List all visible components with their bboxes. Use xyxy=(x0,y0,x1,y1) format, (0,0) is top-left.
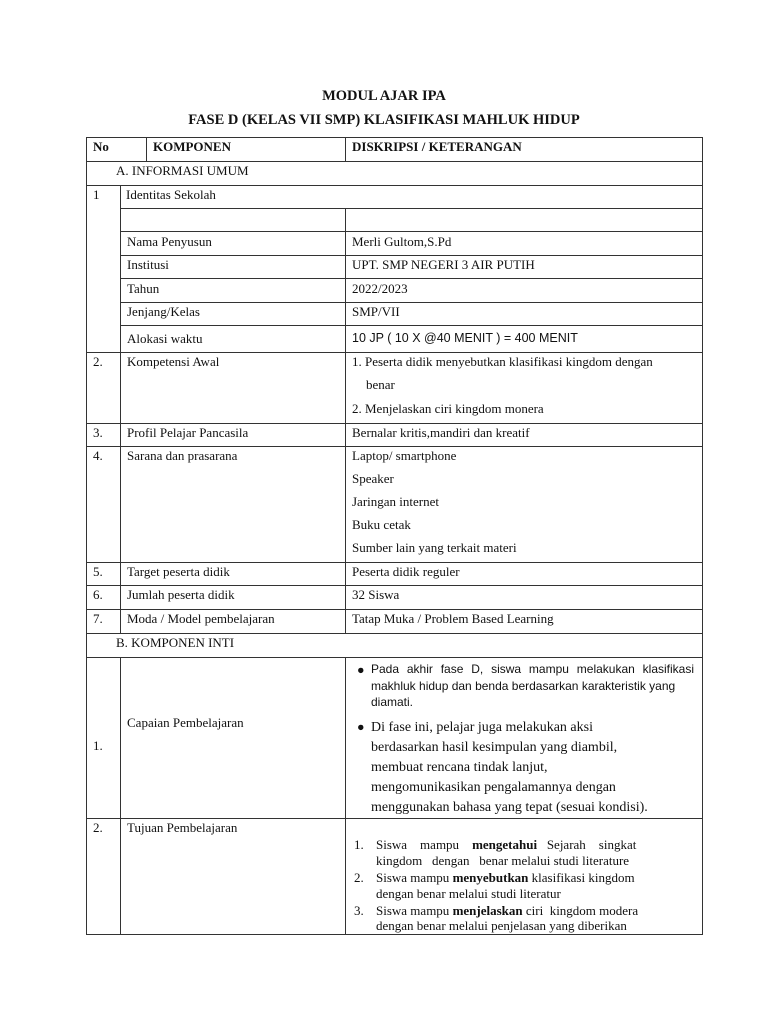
tujuan-line: kingdom dengan benar melalui studi literature xyxy=(376,853,630,868)
target-label: Target peserta didik xyxy=(127,564,230,579)
tujuan-label: Tujuan Pembelajaran xyxy=(127,820,238,835)
row-number: 6. xyxy=(93,587,103,602)
tujuan-line: dengan benar melalui penjelasan yang diberikan xyxy=(376,918,627,933)
row-number: 4. xyxy=(93,448,103,463)
row-number: 7. xyxy=(93,611,103,626)
sarana-label: Sarana dan prasarana xyxy=(127,448,238,463)
tujuan-item xyxy=(376,837,696,853)
tujuan-text: klasifikasi kingdom xyxy=(528,870,635,885)
capaian-line: menggunakan bahasa yang tepat (sesuai kondisi). xyxy=(371,800,648,815)
list-item: Jaringan internet xyxy=(352,494,439,509)
tujuan-text: Sejarah singkat xyxy=(537,837,637,852)
field-label: Nama Penyusun xyxy=(127,234,212,249)
list-item: Buku cetak xyxy=(352,517,411,532)
target-value: Peserta didik reguler xyxy=(352,564,460,579)
tujuan-line: dengan benar melalui studi literatur xyxy=(376,886,561,901)
capaian-label: Capaian Pembelajaran xyxy=(127,715,244,730)
tujuan-number: 2. xyxy=(354,870,364,885)
tujuan-text: ciri kingdom modera xyxy=(522,903,639,918)
bullet-icon: ● xyxy=(357,720,365,734)
list-item: 1. Peserta didik menyebutkan klasifikasi kingdom dengan xyxy=(352,354,653,369)
field-label: Alokasi waktu xyxy=(127,331,203,346)
capaian-line: makhluk hidup dan benda berdasarkan karakteristik yang xyxy=(371,679,676,693)
bullet-icon: ● xyxy=(357,663,365,677)
column-header-no: No xyxy=(93,139,109,154)
capaian-line: diamati. xyxy=(371,695,414,709)
list-item: 2. Menjelaskan ciri kingdom monera xyxy=(352,401,544,416)
column-header-komponen: KOMPONEN xyxy=(153,139,231,154)
profil-label: Profil Pelajar Pancasila xyxy=(127,425,249,440)
moda-label: Moda / Model pembelajaran xyxy=(127,611,275,626)
field-value: UPT. SMP NEGERI 3 AIR PUTIH xyxy=(352,257,535,272)
tujuan-text: Siswa mampu xyxy=(376,837,473,852)
field-value: 2022/2023 xyxy=(352,281,408,296)
tujuan-number: 1. xyxy=(354,837,364,852)
tujuan-keyword: mengetahui xyxy=(472,837,538,852)
field-label: Tahun xyxy=(127,281,160,296)
row-number: 2. xyxy=(93,354,103,369)
row-number: 3. xyxy=(93,425,103,440)
tujuan-keyword: menjelaskan xyxy=(452,903,523,918)
document-subtitle: FASE D (KELAS VII SMP) KLASIFIKASI MAHLUK HIDUP xyxy=(188,112,580,128)
identitas-label: Identitas Sekolah xyxy=(126,187,216,202)
section-b-heading: B. KOMPONEN INTI xyxy=(116,635,235,650)
field-value: 10 JP ( 10 X @40 MENIT ) = 400 MENIT xyxy=(352,331,578,345)
capaian-line: berdasarkan hasil kesimpulan yang diambil, xyxy=(371,740,618,755)
list-item: Speaker xyxy=(352,471,394,486)
tujuan-text: Siswa mampu xyxy=(376,903,453,918)
row-number: 1. xyxy=(93,738,103,753)
column-header-keterangan: DISKRIPSI / KETERANGAN xyxy=(352,139,522,154)
jumlah-label: Jumlah peserta didik xyxy=(127,587,235,602)
capaian-line: Pada akhir fase D, siswa mampu melakukan klasifikasi xyxy=(371,662,694,676)
tujuan-number: 3. xyxy=(354,903,364,918)
tujuan-text: Siswa mampu xyxy=(376,870,453,885)
list-item: Sumber lain yang terkait materi xyxy=(352,540,517,555)
document-title: MODUL AJAR IPA xyxy=(322,88,446,104)
list-item: Laptop/ smartphone xyxy=(352,448,457,463)
field-value: SMP/VII xyxy=(352,304,400,319)
tujuan-keyword: menyebutkan xyxy=(452,870,529,885)
row-number: 5. xyxy=(93,564,103,579)
list-item: benar xyxy=(366,377,395,392)
moda-value: Tatap Muka / Problem Based Learning xyxy=(352,611,554,626)
capaian-line: Di fase ini, pelajar juga melakukan aksi xyxy=(371,720,593,735)
field-label: Jenjang/Kelas xyxy=(127,304,200,319)
tujuan-item xyxy=(376,903,638,919)
profil-value: Bernalar kritis,mandiri dan kreatif xyxy=(352,425,530,440)
capaian-line: membuat rencana tindak lanjut, xyxy=(371,760,548,775)
jumlah-value: 32 Siswa xyxy=(352,587,400,602)
row-number: 1 xyxy=(93,187,100,202)
row-number: 2. xyxy=(93,820,103,835)
kompetensi-label: Kompetensi Awal xyxy=(127,354,220,369)
section-a-heading: A. INFORMASI UMUM xyxy=(116,163,249,178)
capaian-line: mengomunikasikan pengalamannya dengan xyxy=(371,780,616,795)
field-value: Merli Gultom,S.Pd xyxy=(352,234,452,249)
tujuan-item xyxy=(376,870,635,886)
field-label: Institusi xyxy=(127,257,169,272)
